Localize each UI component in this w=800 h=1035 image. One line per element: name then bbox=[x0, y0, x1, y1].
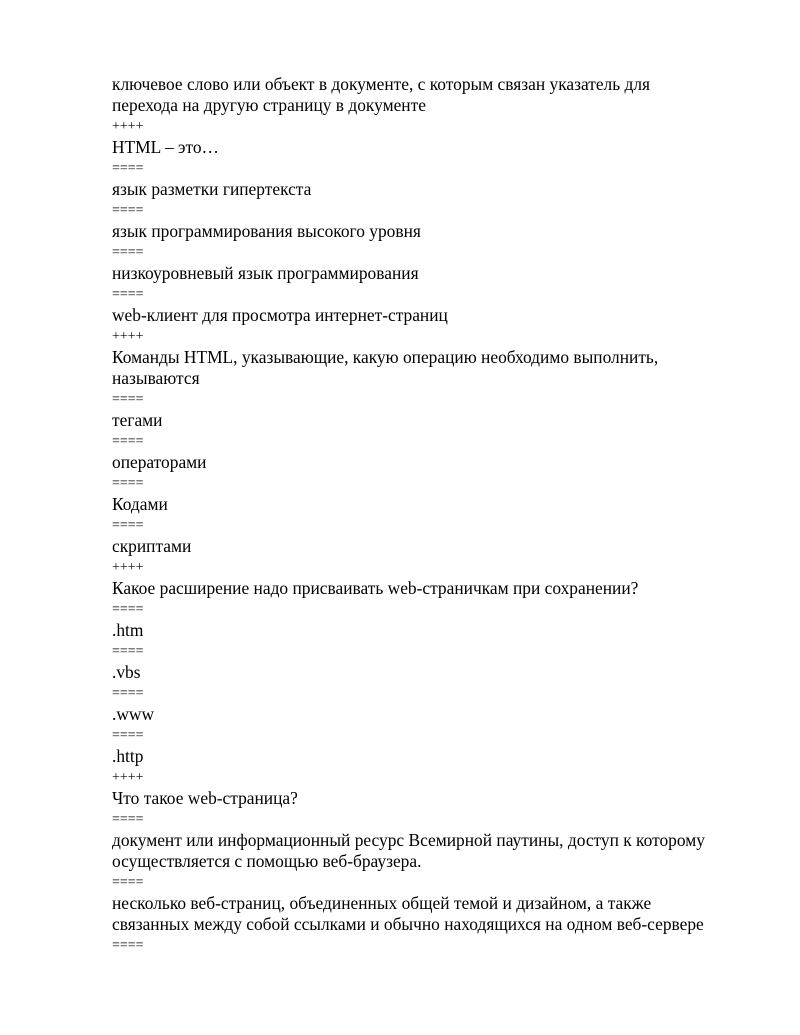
answer-text: Кодами bbox=[112, 494, 168, 514]
answer-separator: ==== bbox=[112, 392, 144, 407]
answer-text: несколько веб-страниц, объединенных общей темой и дизайном, а также bbox=[112, 893, 652, 913]
document-page bbox=[112, 74, 752, 956]
answer-separator: ==== bbox=[112, 812, 144, 827]
answer-separator: ==== bbox=[112, 875, 144, 890]
answer-text: .http bbox=[112, 746, 144, 766]
question-text: Команды HTML, указывающие, какую операцию необходимо выполнить, bbox=[112, 347, 659, 367]
answer-separator: ==== bbox=[112, 686, 144, 701]
question-separator: ++++ bbox=[112, 560, 144, 575]
answer-separator: ==== bbox=[112, 518, 144, 533]
answer-separator: ==== bbox=[112, 644, 144, 659]
question-separator: ++++ bbox=[112, 119, 144, 134]
answer-separator: ==== bbox=[112, 287, 144, 302]
answer-separator: ==== bbox=[112, 728, 144, 743]
answer-separator: ==== bbox=[112, 476, 144, 491]
answer-text: осуществляется с помощью веб-браузера. bbox=[112, 851, 422, 871]
question-separator: ++++ bbox=[112, 329, 144, 344]
question-text: Что такое web-страница? bbox=[112, 788, 298, 808]
answer-text: .htm bbox=[112, 620, 144, 640]
answer-text: .www bbox=[112, 704, 155, 724]
answer-text: язык программирования высокого уровня bbox=[112, 221, 421, 241]
text-line: перехода на другую страницу в документе bbox=[112, 95, 426, 115]
answer-separator: ==== bbox=[112, 938, 144, 953]
answer-text: документ или информационный ресурс Всемирной паутины, доступ к которому bbox=[112, 830, 705, 850]
answer-separator: ==== bbox=[112, 245, 144, 260]
question-text: Какое расширение надо присваивать web-страничкам при сохранении? bbox=[112, 578, 639, 598]
answer-text: язык разметки гипертекста bbox=[112, 179, 312, 199]
answer-text: .vbs bbox=[112, 662, 141, 682]
answer-text: тегами bbox=[112, 410, 163, 430]
answer-text: скриптами bbox=[112, 536, 192, 556]
answer-separator: ==== bbox=[112, 602, 144, 617]
answer-separator: ==== bbox=[112, 434, 144, 449]
answer-separator: ==== bbox=[112, 203, 144, 218]
text-line: ключевое слово или объект в документе, с которым связан указатель для bbox=[112, 74, 651, 94]
answer-text: низкоуровневый язык программирования bbox=[112, 263, 419, 283]
question-text: называются bbox=[112, 368, 200, 388]
question-separator: ++++ bbox=[112, 770, 144, 785]
answer-text: связанных между собой ссылками и обычно находящихся на одном веб-сервере bbox=[112, 914, 704, 934]
answer-separator: ==== bbox=[112, 161, 144, 176]
question-text: HTML – это… bbox=[112, 137, 219, 157]
answer-text: операторами bbox=[112, 452, 207, 472]
answer-text: web-клиент для просмотра интернет-страниц bbox=[112, 305, 448, 325]
